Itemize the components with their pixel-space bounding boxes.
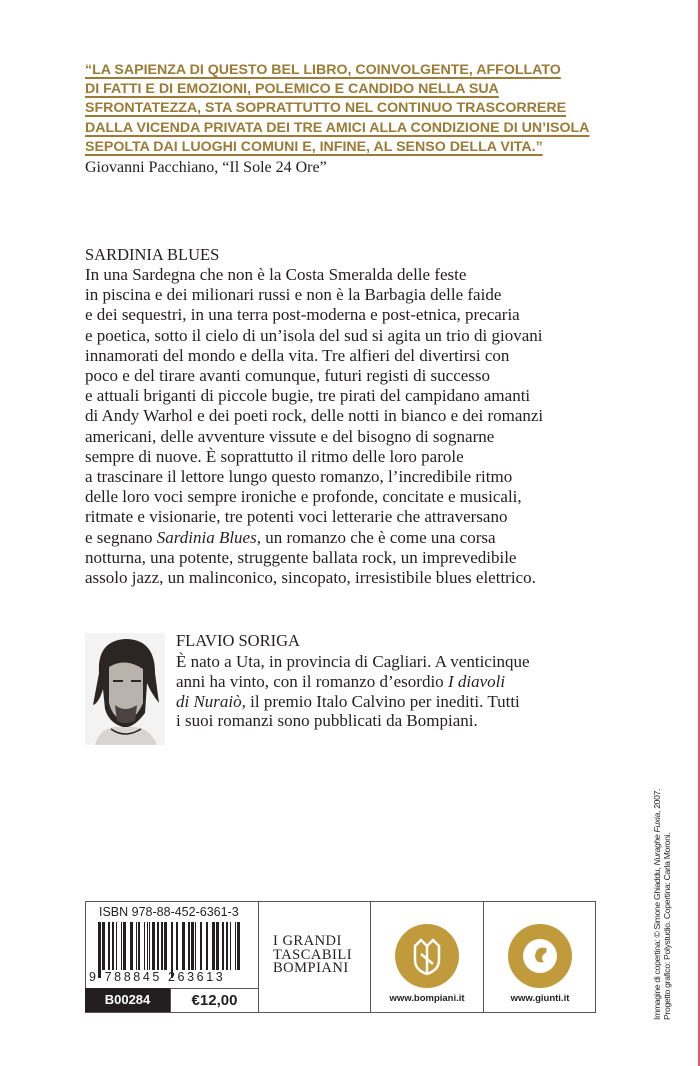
text-line (85, 427, 543, 447)
barcode-bar (237, 922, 240, 970)
text-segment: assolo jazz, un malinconico, sincopato, irresistibile blues elettrico. (85, 568, 536, 588)
barcode-bar (191, 922, 194, 970)
back-cover-info-box (85, 901, 596, 1013)
swirl-logo-icon (508, 924, 572, 988)
credits-text: Immagine di copertina: © Simone Ghiaddu, (652, 865, 662, 1020)
isbn: ISBN 978-88-452-6361-3 (99, 905, 239, 919)
text-line (85, 548, 543, 568)
barcode-bar (182, 922, 185, 970)
text-line (85, 285, 543, 305)
text-segment: , un romanzo che è come una corsa (256, 527, 496, 547)
credits-artwork-title: Nuraghe Fuxia (652, 812, 662, 866)
text-line (85, 346, 543, 366)
italic-title: I diavoli (447, 671, 506, 691)
barcode-bar (108, 922, 110, 970)
text-segment: e attuali briganti di piccole bugie, tre pirati del campidano amanti (85, 386, 531, 406)
barcode-bar (176, 922, 178, 970)
quote-attribution: Giovanni Pacchiano, “Il Sole 24 Ore” (85, 159, 327, 176)
text-line (85, 305, 543, 325)
text-line (85, 487, 543, 507)
text-segment: anni ha vinto, con il romanzo d’esordio (176, 671, 448, 691)
credits-text: , 2007. (652, 788, 662, 813)
text-line (176, 652, 530, 672)
barcode-bar (157, 922, 159, 970)
text-line (85, 568, 543, 588)
credits-line-1 (652, 789, 662, 1020)
barcode-bar (144, 922, 145, 970)
barcode-bar (226, 922, 228, 970)
barcode-bar (200, 922, 202, 970)
text-segment: , il premio Italo Calvino per inediti. Tutti (241, 691, 520, 711)
barcode-bar (123, 922, 126, 970)
barcode-bar (138, 922, 140, 970)
cover-credits (652, 789, 672, 1020)
barcode-bar (235, 922, 236, 970)
text-line (85, 467, 543, 487)
text-segment: notturna, una potente, struggente ballata rock, un imprevedibile (85, 547, 517, 567)
barcode-bar (222, 922, 224, 970)
product-code: B00284 (85, 988, 170, 1012)
text-segment: È nato a Uta, in provincia di Cagliari. A venticinque (176, 652, 530, 671)
barcode-bar (212, 922, 215, 970)
quote-line: SFRONTATEZZA, STA SOPRATTUTTO NEL CONTINUO TRASCORRERE (85, 100, 567, 117)
tulip-logo-icon (395, 924, 459, 988)
quote-line: SEPOLTA DAI LUOGHI COMUNI E, INFINE, AL SENSO DELLA VITA.” (85, 138, 543, 155)
barcode-digits: 9 788845 263613 (89, 970, 226, 984)
text-line (85, 406, 543, 426)
barcode-bar (161, 922, 163, 970)
quote-line: DALLA VICENDA PRIVATA DEI TRE AMICI ALLA CONDIZIONE DI UN’ISOLA (85, 119, 590, 136)
text-line (85, 265, 543, 285)
italic-title: Sardinia Blues (156, 527, 257, 547)
author-bio (176, 652, 530, 731)
text-segment: a trascinare il lettore lungo questo romanzo, l’incredibile ritmo (85, 467, 513, 487)
text-line (85, 386, 543, 406)
barcode-bar (147, 922, 148, 970)
text-segment: in piscina e dei milionari russi e non è la Barbagia delle faide (85, 285, 502, 305)
barcode-bar (206, 922, 208, 970)
text-line (85, 366, 543, 386)
synopsis-title: SARDINIA BLUES (85, 245, 220, 264)
credits-line-2: Progetto grafico: Polystudio. Copertina: Carla Moroni. (662, 832, 672, 1020)
press-quote (85, 61, 589, 157)
text-segment: delle loro voci sempre ironiche e profonde, concitate e musicali, (85, 487, 522, 507)
giunti-url: www.giunti.it (510, 993, 570, 1004)
barcode-bar (195, 922, 196, 970)
quote-line: DI FATTI E DI EMOZIONI, POLEMICO E CANDIDO NELLA SUA (85, 81, 499, 98)
text-line (176, 692, 530, 712)
barcode-bar (116, 922, 117, 970)
giunti-cell (483, 902, 597, 1012)
text-line (85, 528, 543, 548)
text-segment: e segnano (85, 527, 157, 547)
series-line: TASCABILI (273, 946, 353, 963)
text-line (85, 447, 543, 467)
text-segment: poco e del tirare avanti comunque, futuri registi di successo (85, 366, 491, 386)
text-segment: innamorati del mondo e della vita. Tre alfieri del divertirsi con (85, 345, 510, 365)
text-segment: sempre di nuove. È soprattutto il ritmo delle loro parole (85, 446, 464, 466)
author-photo (85, 633, 165, 745)
series-line: I GRANDI (273, 933, 342, 949)
barcode-bar (149, 922, 150, 970)
text-segment: e poetica, sotto il cielo di un’isola del sud si agita un trio di giovani (85, 325, 543, 345)
text-segment: ritmate e visionarie, tre potenti voci letterarie che attraversano (85, 507, 508, 527)
text-line (85, 507, 543, 527)
bompiani-url: www.bompiani.it (389, 993, 465, 1004)
text-line (176, 672, 530, 692)
barcode-bar (164, 922, 167, 970)
barcode-bar (136, 922, 137, 970)
series-logo (273, 935, 352, 976)
barcode-bar (230, 922, 231, 970)
barcode-bar (188, 922, 190, 970)
quote-line: “LA SAPIENZA DI QUESTO BEL LIBRO, COINVOLGENTE, AFFOLLATO (85, 62, 561, 78)
text-segment: i suoi romanzi sono pubblicati da Bompiani. (176, 711, 478, 731)
author-name: FLAVIO SORIGA (176, 631, 300, 650)
bompiani-cell (370, 902, 484, 1012)
series-line: BOMPIANI (273, 960, 349, 976)
barcode-bar (121, 922, 122, 970)
text-line (176, 711, 530, 731)
text-segment: e dei sequestri, in una terra post-moderna e post-etnica, precaria (85, 305, 520, 325)
barcode-bar (112, 922, 114, 970)
text-segment: americani, delle avventure vissute e del bisogno di sognarne (85, 426, 495, 446)
italic-title: di Nuraiò (176, 691, 242, 711)
barcode-cell (85, 902, 258, 1012)
synopsis-body (85, 265, 543, 588)
price: €12,00 (170, 988, 258, 1013)
barcode-bar (216, 922, 219, 970)
barcode-bar (152, 922, 155, 970)
barcode-bar (130, 922, 133, 970)
barcode-bar (102, 922, 105, 970)
text-line (85, 326, 543, 346)
text-segment: di Andy Warhol e dei poeti rock, delle notti in bianco e dei romanzi (85, 406, 544, 426)
text-segment: In una Sardegna che non è la Costa Smeralda delle feste (85, 265, 467, 284)
series-cell (258, 902, 371, 1012)
